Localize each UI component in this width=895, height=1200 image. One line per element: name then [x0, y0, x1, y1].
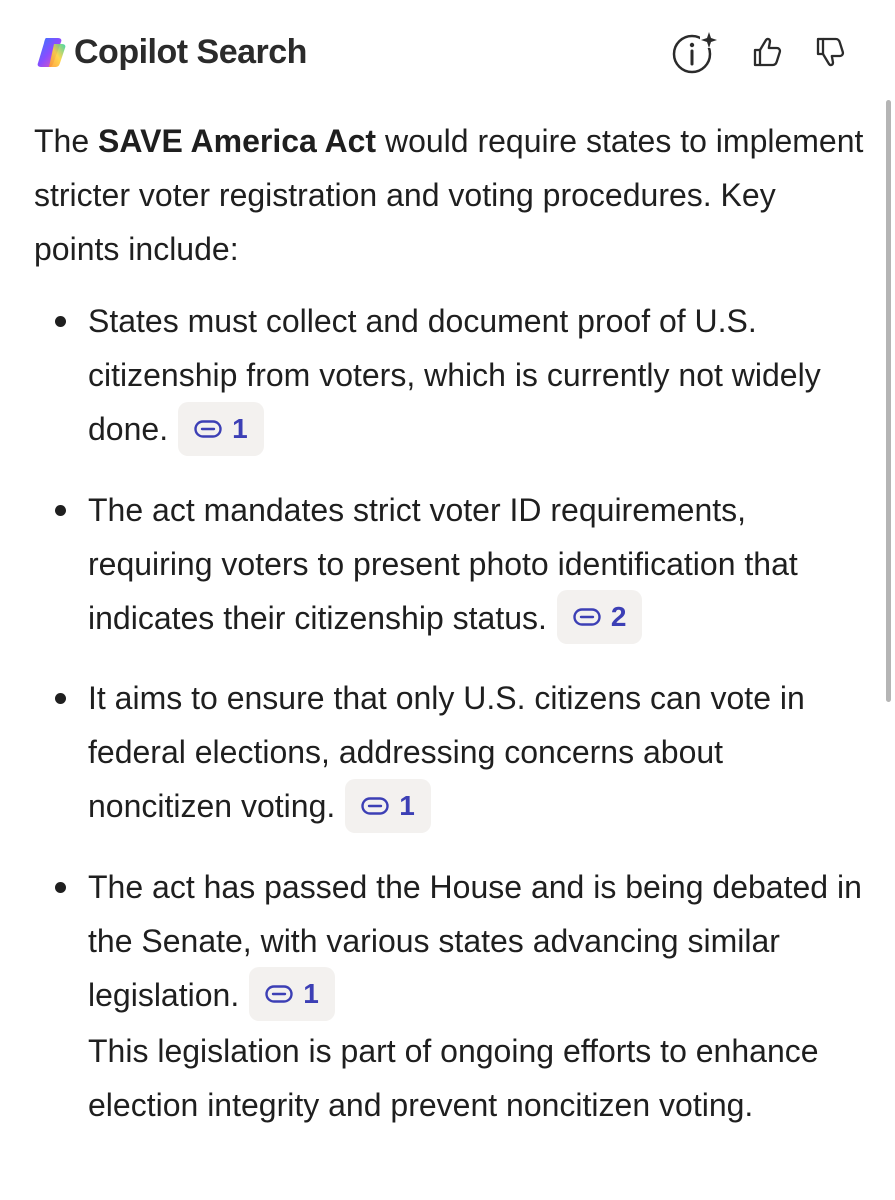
scrollbar[interactable]	[886, 100, 891, 702]
copilot-logo-icon	[34, 34, 70, 70]
bullet-icon	[55, 505, 66, 516]
thumbs-up-icon	[749, 34, 785, 70]
point-text: It aims to ensure that only U.S. citizens can vote in federal elections, addressing concerns about noncitizen voting.	[88, 680, 805, 825]
key-points-list	[34, 294, 864, 1132]
link-icon	[194, 420, 222, 438]
thumbs-up-button[interactable]	[743, 28, 791, 76]
header	[0, 0, 895, 105]
list-item	[34, 483, 864, 648]
page-title: Copilot Search	[74, 32, 307, 71]
citation-number: 1	[232, 412, 248, 444]
citation-number: 2	[610, 601, 627, 633]
link-icon	[265, 985, 293, 1003]
link-icon	[361, 797, 389, 815]
act-name: SAVE America Act	[98, 123, 377, 159]
list-item	[34, 671, 864, 836]
citation-button[interactable]	[249, 967, 335, 1021]
point-text: The act has passed the House and is being debated in the Senate, with various states advancing similar legislation.	[88, 868, 862, 1013]
citation-number: 1	[303, 978, 319, 1010]
citation-button[interactable]	[557, 590, 643, 644]
intro-text-start: The	[34, 123, 99, 159]
intro-text-end: would require states to implement stricter voter registration and voting procedures. Key points include:	[34, 123, 864, 267]
answer-body	[34, 114, 864, 1132]
list-item	[34, 860, 864, 1133]
closing-text: This legislation is part of ongoing efforts to enhance election integrity and prevent noncitizen voting.	[88, 1033, 819, 1124]
info-sparkle-icon	[670, 28, 718, 76]
intro-paragraph	[34, 114, 864, 276]
thumbs-down-button[interactable]	[806, 28, 854, 76]
thumbs-down-icon	[812, 34, 848, 70]
link-icon	[573, 608, 601, 626]
list-item	[34, 294, 864, 459]
citation-button[interactable]	[345, 779, 431, 833]
point-text: States must collect and document proof of U.S. citizenship from voters, which is currently not widely done.	[88, 303, 821, 447]
bullet-icon	[55, 882, 66, 893]
bullet-icon	[55, 693, 66, 704]
bullet-icon	[55, 316, 66, 327]
point-text: The act mandates strict voter ID requirements, requiring voters to present photo identification that indicates their citizenship status.	[88, 491, 798, 636]
info-button[interactable]	[670, 28, 718, 76]
brand	[34, 30, 307, 74]
citation-number: 1	[399, 789, 415, 821]
citation-button[interactable]	[178, 402, 264, 456]
